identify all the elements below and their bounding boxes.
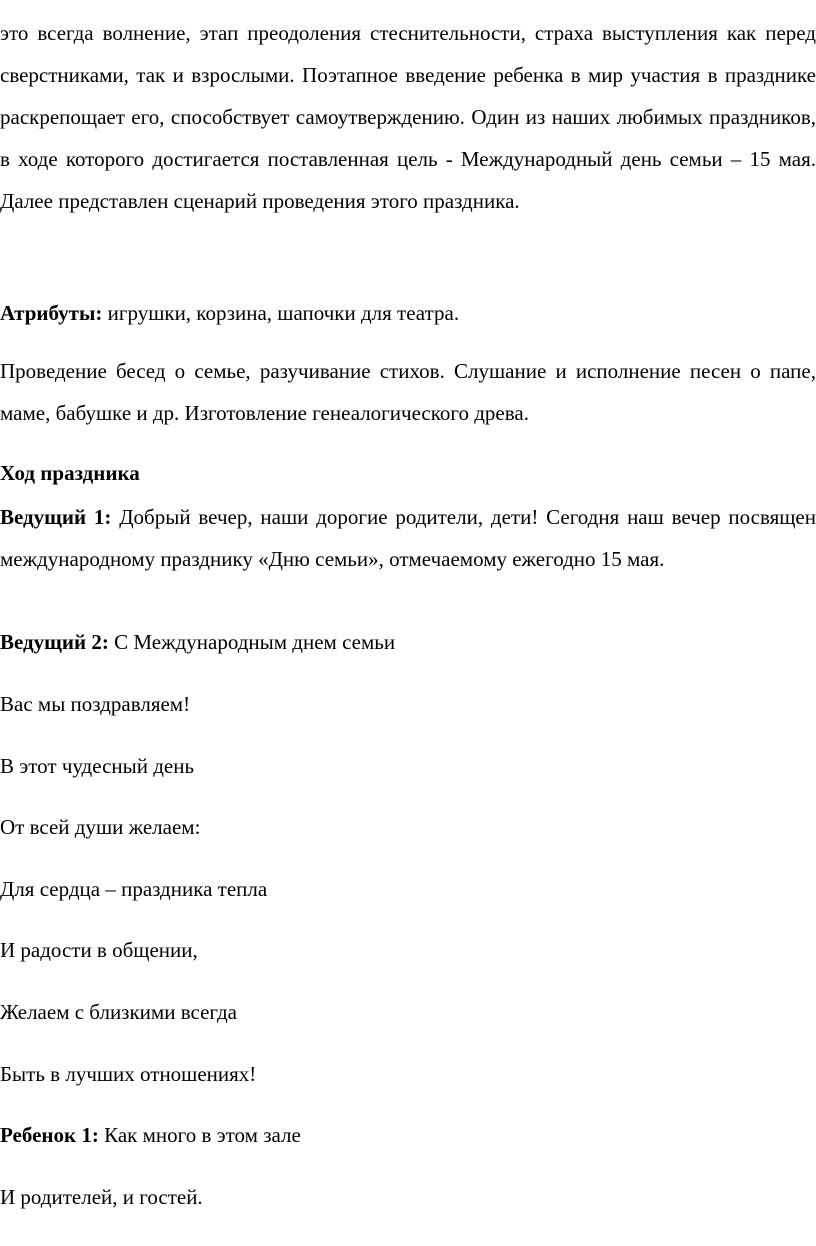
host1-label: Ведущий 1:: [0, 505, 112, 529]
section-heading: Ход праздника: [0, 461, 140, 485]
host1-text: Добрый вечер, наши дорогие родители, дети! Сегодня наш вечер посвящен международному празднику «Дню семьи», отмечаемому ежегодно 15 мая.: [0, 505, 816, 571]
host1-paragraph: [0, 496, 816, 580]
poem-line: В этот чудесный день: [0, 754, 195, 778]
poem-line: Вас мы поздравляем!: [0, 692, 191, 716]
preparation-text: Проведение бесед о семье, разучивание стихов. Слушание и исполнение песен о папе, маме, бабушке и др. Изготовление генеалогического древа.: [0, 359, 816, 425]
intro-text: это всегда волнение, этап преодоления стеснительности, страха выступления как перед сверстниками, так и взрослыми. Поэтапное введение ребенка в мир участия в празднике раскрепощает его, способствует самоутверждению. Один из наших любимых праздников, в ходе которого достигается поставленная цель - Международный день семьи – 15 мая. Далее представлен сценарий проведения этого праздника.: [0, 21, 816, 213]
attributes-label: Атрибуты:: [0, 301, 103, 325]
intro-paragraph: [0, 12, 816, 222]
preparation-paragraph: [0, 350, 816, 434]
attributes-text: игрушки, корзина, шапочки для театра.: [102, 301, 460, 325]
poem-line: Желаем с близкими всегда: [0, 1000, 237, 1024]
host2-line: [0, 621, 816, 663]
poem-line: И радости в общении,: [0, 938, 198, 962]
child1-label: Ребенок 1:: [0, 1123, 99, 1147]
child1-line-2: И родителей, и гостей.: [0, 1185, 203, 1209]
poem-line: От всей души желаем:: [0, 815, 201, 839]
host2-label: Ведущий 2:: [0, 630, 109, 654]
child1-text: Как много в этом зале: [98, 1123, 301, 1147]
child1-line: [0, 1114, 816, 1156]
poem-line: Быть в лучших отношениях!: [0, 1062, 257, 1086]
attributes-paragraph: [0, 292, 816, 334]
poem-line: Для сердца – праздника тепла: [0, 877, 268, 901]
host2-text: С Международным днем семьи: [108, 630, 396, 654]
